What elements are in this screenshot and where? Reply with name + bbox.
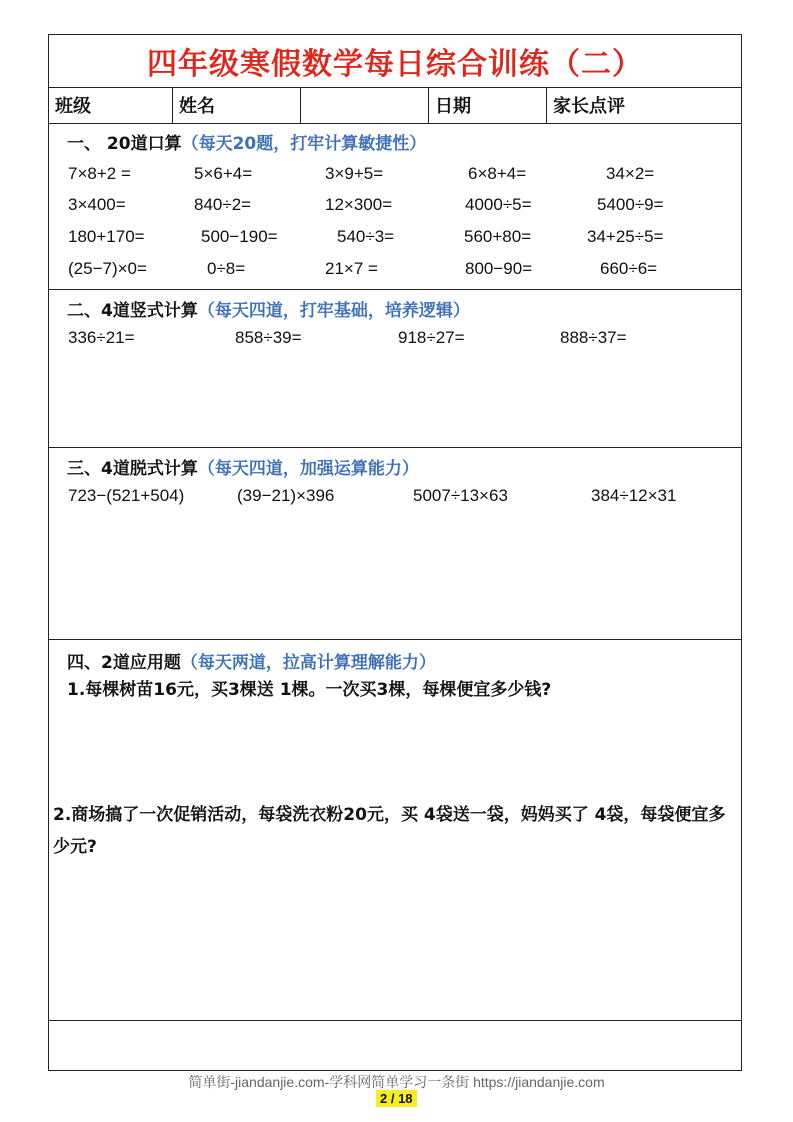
section-word-problems bbox=[49, 640, 741, 1021]
vertical-item: 888÷37= bbox=[560, 328, 627, 347]
title-row bbox=[49, 35, 741, 88]
vertical-item: 918÷27= bbox=[398, 328, 465, 347]
oral-item: 34×2= bbox=[606, 164, 655, 183]
page-number: 2 / 18 bbox=[376, 1090, 417, 1107]
section-hint: （每天四道，打牢基础，培养逻辑） bbox=[197, 301, 470, 321]
oral-item: 21×7 = bbox=[325, 259, 378, 278]
step-item: 384÷12×31 bbox=[591, 486, 677, 505]
section-heading bbox=[67, 129, 426, 154]
oral-item: 660÷6= bbox=[600, 259, 658, 278]
oral-item: 6×8+4= bbox=[468, 164, 527, 183]
section-title: 四、2道应用题 bbox=[67, 653, 181, 673]
oral-item: 7×8+2 = bbox=[68, 164, 131, 183]
section-hint: （每天两道，拉高计算理解能力） bbox=[180, 653, 436, 673]
oral-item: 180+170= bbox=[68, 227, 145, 246]
section-heading bbox=[67, 454, 419, 479]
vertical-item: 336÷21= bbox=[68, 328, 135, 347]
oral-item: 12×300= bbox=[325, 195, 393, 214]
section-step-calculation bbox=[49, 448, 741, 640]
oral-item: 840÷2= bbox=[194, 195, 252, 214]
vertical-item: 858÷39= bbox=[235, 328, 302, 347]
oral-item: 500−190= bbox=[201, 227, 278, 246]
info-row bbox=[49, 87, 741, 124]
section-hint: （每天20题，打牢计算敏捷性） bbox=[181, 134, 427, 154]
oral-item: 5400÷9= bbox=[597, 195, 664, 214]
oral-item: 0÷8= bbox=[207, 259, 246, 278]
oral-item: 4000÷5= bbox=[465, 195, 532, 214]
section-oral-calculation bbox=[49, 123, 741, 290]
word-problem-2: 2.商场搞了一次促销活动，每袋洗衣粉20元，买 4袋送一袋，妈妈买了 4袋，每袋便宜多少元? bbox=[53, 805, 726, 857]
section-title: 三、4道脱式计算 bbox=[67, 459, 198, 479]
oral-item: 3×400= bbox=[68, 195, 126, 214]
step-item: 723−(521+504) bbox=[68, 486, 185, 505]
oral-item: 5×6+4= bbox=[194, 164, 253, 183]
section-title: 一、 20道口算 bbox=[67, 134, 182, 154]
class-label: 班级 bbox=[49, 87, 173, 123]
name-field[interactable] bbox=[301, 87, 429, 123]
name-label: 姓名 bbox=[173, 87, 301, 123]
word-problem-1: 1.每棵树苗16元，买3棵送 1棵。一次买3棵，每棵便宜多少钱? bbox=[67, 680, 552, 700]
section-heading bbox=[67, 296, 470, 321]
section-hint: （每天四道，加强运算能力） bbox=[197, 459, 419, 479]
oral-item: 540÷3= bbox=[337, 227, 395, 246]
worksheet bbox=[48, 34, 742, 1071]
oral-item: 800−90= bbox=[465, 259, 533, 278]
page-title: 四年级寒假数学每日综合训练（二） bbox=[147, 47, 643, 82]
section-title: 二、4道竖式计算 bbox=[67, 301, 198, 321]
oral-item: 560+80= bbox=[464, 227, 532, 246]
section-vertical-calculation bbox=[49, 290, 741, 448]
footer-source: 简单街-jiandanjie.com-学科网简单学习一条街 https://jiandanjie.com bbox=[188, 1074, 605, 1090]
oral-item: 34+25÷5= bbox=[587, 227, 664, 246]
section-heading bbox=[67, 648, 436, 673]
step-item: (39−21)×396 bbox=[237, 486, 335, 505]
parent-comment-label: 家长点评 bbox=[553, 96, 625, 117]
oral-item: 3×9+5= bbox=[325, 164, 384, 183]
date-label: 日期 bbox=[429, 87, 547, 123]
oral-item: (25−7)×0= bbox=[68, 259, 147, 278]
step-item: 5007÷13×63 bbox=[413, 486, 508, 505]
